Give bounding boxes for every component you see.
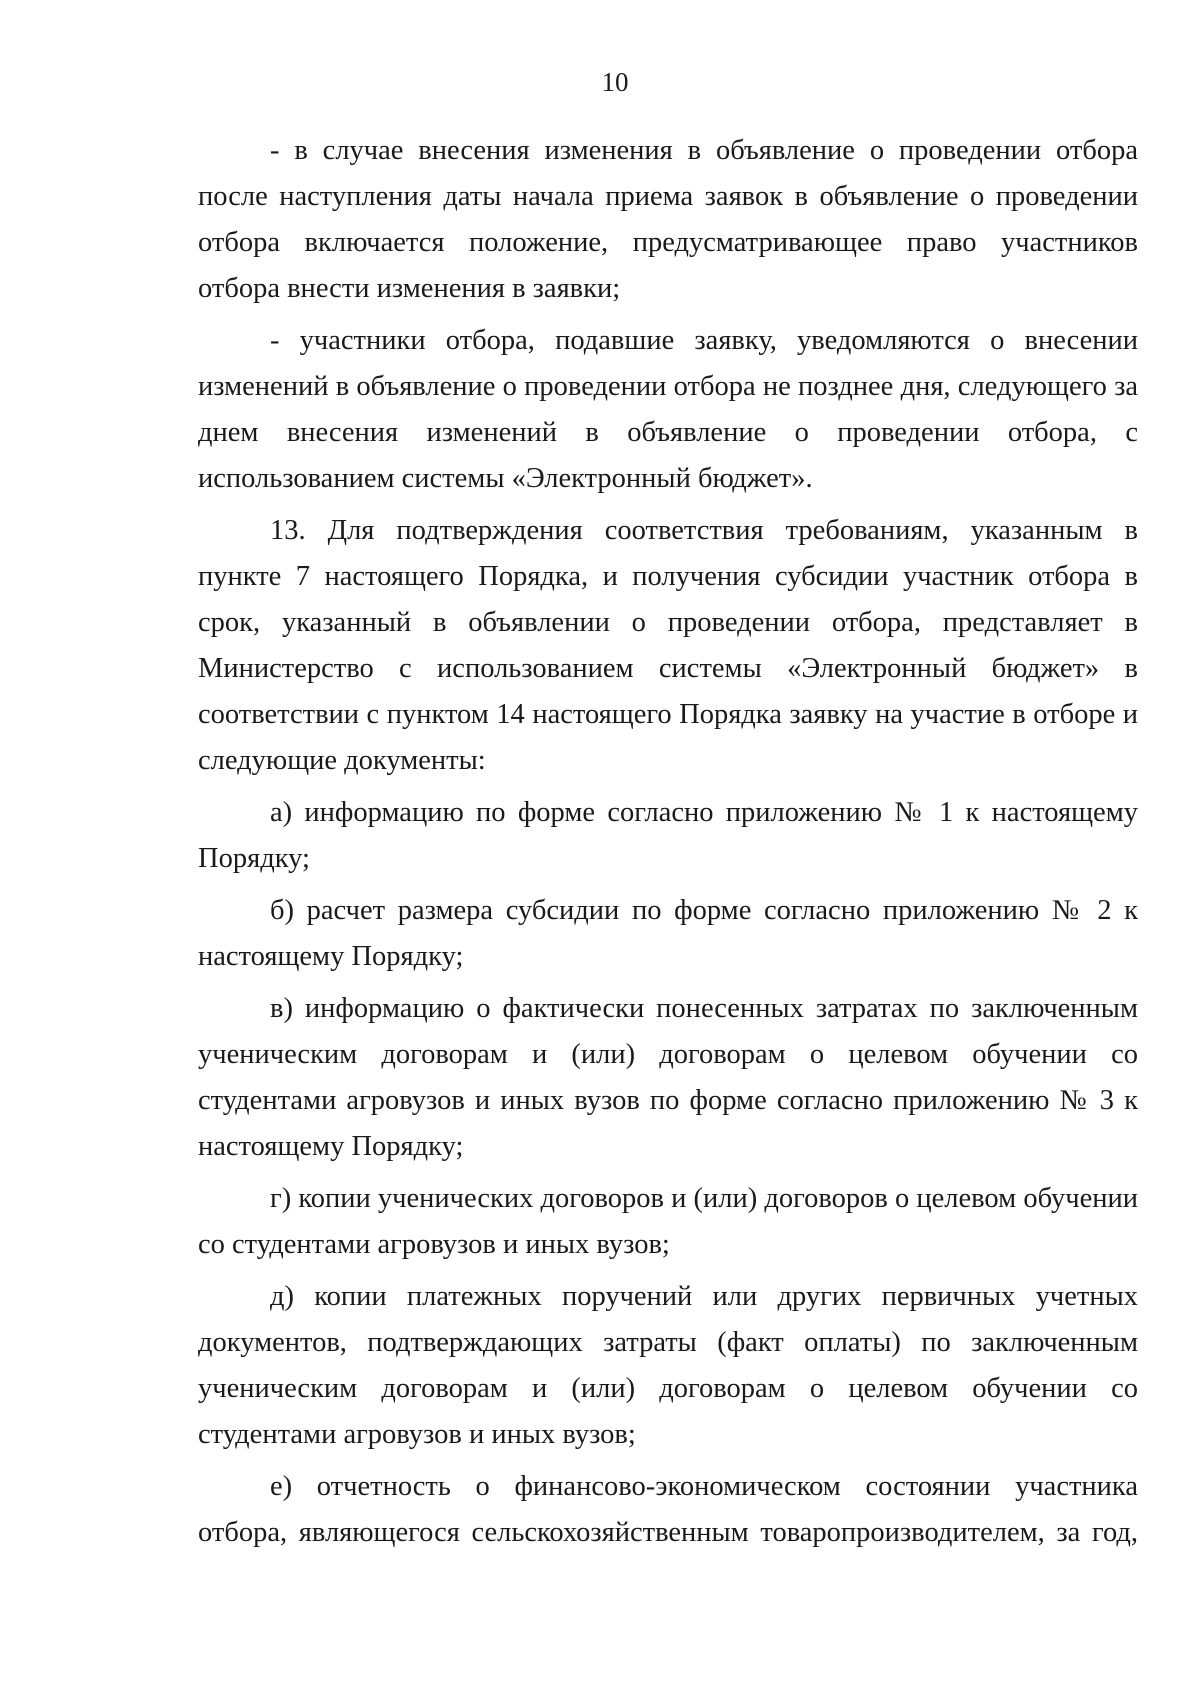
list-item-b: б) расчет размера субсидии по форме согласно приложению № 2 к настоящему Порядку; — [198, 895, 1138, 972]
list-item-g: г) копии ученических договоров и (или) договоров о целевом обучении со студентами агровузов и иных вузов; — [198, 1183, 1138, 1260]
paragraph-amendment-after-start: - в случае внесения изменения в объявление о проведении отбора после наступления даты начала приема заявок в объявление о проведении отбора включается положение, предусматривающее право участников отбора внести изменения в заявки; — [198, 135, 1138, 304]
list-item-a: а) информацию по форме согласно приложению № 1 к настоящему Порядку; — [198, 797, 1138, 874]
paragraph-participant-notification: - участники отбора, подавшие заявку, уведомляются о внесении изменений в объявление о проведении отбора не позднее дня, следующего за днем внесения изменений в объявление о проведении отбора, с использованием системы «Электронный бюджет». — [198, 325, 1138, 494]
list-item-v: в) информацию о фактически понесенных затратах по заключенным ученическим договорам и (или) договорам о целевом обучении со студентами агровузов и иных вузов по форме согласно приложению № 3 к настоящему Порядку; — [198, 993, 1138, 1162]
page-number: 10 — [601, 67, 629, 97]
paragraph-clause-13: 13. Для подтверждения соответствия требованиям, указанным в пункте 7 настоящего Порядка, и получения субсидии участник отбора в срок, указанный в объявлении о проведении отбора, представляет в Министерство с использованием системы «Электронный бюджет» в соответствии с пунктом 14 настоящего Порядка заявку на участие в отборе и следующие документы: — [198, 515, 1138, 776]
document-body — [198, 128, 1138, 1562]
list-item-d: д) копии платежных поручений или других первичных учетных документов, подтверждающих затраты (факт оплаты) по заключенным ученическим договорам и (или) договорам о целевом обучении со студентами агровузов и иных вузов; — [198, 1281, 1138, 1450]
list-item-e: е) отчетность о финансово-экономическом состоянии участника отбора, являющегося сельскохозяйственным товаропроизводителем, за год, — [198, 1471, 1138, 1548]
